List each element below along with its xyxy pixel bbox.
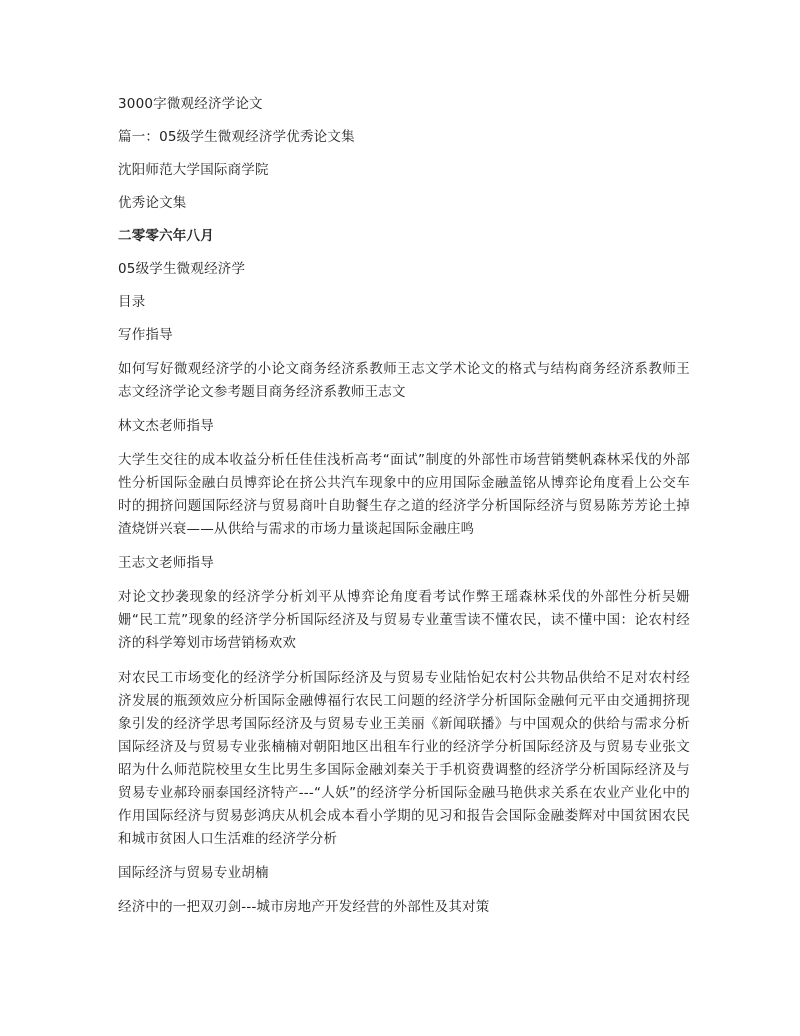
- chapter-heading: 篇一：05级学生微观经济学优秀论文集: [118, 129, 355, 145]
- institution-name: 沈阳师范大学国际商学院: [118, 162, 269, 178]
- section-paragraph-hu: 经济中的一把双刃剑---城市房地产开发经营的外部性及其对策: [118, 899, 490, 915]
- document-title: 3000字微观经济学论文: [118, 96, 263, 112]
- collection-name: 优秀论文集: [118, 195, 187, 211]
- publication-date: 二零零六年八月: [118, 228, 214, 244]
- section-paragraph-writing-guide: 如何写好微观经济学的小论文商务经济系教师王志文学术论文的格式与结构商务经济系教师王志文经济学论文参考题目商务经济系教师王志文: [118, 361, 690, 400]
- section-paragraph-wang-2: 对农民工市场变化的经济学分析国际经济及与贸易专业陆怡妃农村公共物品供给不足对农村经济发展的瓶颈效应分析国际金融傅福行农民工问题的经济学分析国际金融何元平由交通拥挤现象引发的经济学思考国际经济及与贸易专业王美丽《新闻联播》与中国观众的供给与需求分析国际经济及与贸易专业张楠楠对朝阳地区出租车行业的经济学分析国际经济及与贸易专业张文昭为什么师范院校里女生比男生多国际金融刘秦关于手机资费调整的经济学分析国际经济及与贸易专业郝玲丽泰国经济特产---“人妖”的经济学分析国际金融马艳供求关系在农业产业化中的作用国际经济与贸易彭鸿庆从机会成本看小学期的见习和报告会国际金融娄辉对中国贫困农民和城市贫困人口生活难的经济学分析: [118, 670, 690, 847]
- toc-label: 目录: [118, 294, 146, 310]
- document-subtitle: 05级学生微观经济学: [118, 261, 246, 277]
- section-heading-lin: 林文杰老师指导: [118, 418, 214, 434]
- section-heading-wang: 王志文老师指导: [118, 555, 214, 571]
- section-heading-hu: 国际经济与贸易专业胡楠: [118, 865, 269, 881]
- section-paragraph-lin: 大学生交往的成本收益分析任佳佳浅析高考“面试”制度的外部性市场营销樊帆森林采伐的外部性分析国际金融白员博弈论在挤公共汽车现象中的应用国际金融盖铭从博弈论角度看上公交车时的拥挤问题国际经济与贸易商叶自助餐生存之道的经济学分析国际经济与贸易陈芳芳论土掉渣烧饼兴衰——从供给与需求的市场力量谈起国际金融庄鸣: [118, 452, 690, 537]
- section-paragraph-wang-1: 对论文抄袭现象的经济学分析刘平从博弈论角度看考试作弊王瑶森林采伐的外部性分析吴姗姗“民工荒”现象的经济学分析国际经济及与贸易专业董雪读不懂农民，读不懂中国：论农村经济的科学筹划市场营销杨欢欢: [118, 589, 690, 651]
- section-heading-writing-guide: 写作指导: [118, 327, 173, 343]
- document-page: [118, 94, 690, 931]
